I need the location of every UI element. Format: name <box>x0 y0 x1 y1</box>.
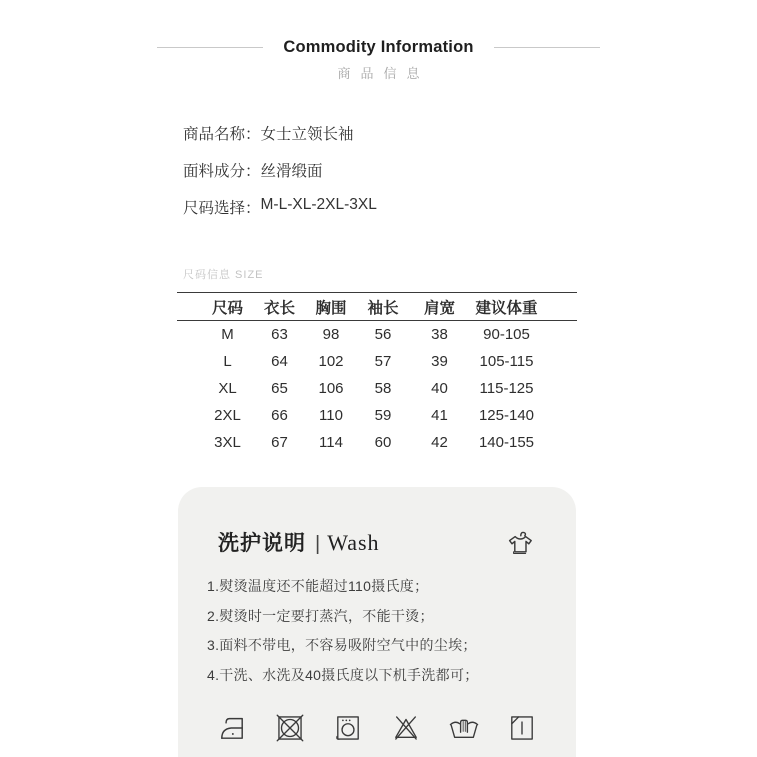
table-row <box>177 375 577 402</box>
col-header-length: 衣长 <box>263 299 295 317</box>
table-cell: 41 <box>431 407 448 424</box>
col-header-sleeve: 袖长 <box>367 299 399 317</box>
fabric-value: 丝滑缎面 <box>260 163 323 180</box>
sizes-label: 尺码选择： <box>183 200 261 217</box>
table-cell: 38 <box>431 326 448 343</box>
product-row-sizes <box>183 196 377 233</box>
table-cell: 110 <box>319 407 343 424</box>
sizes-value: M-L-XL-2XL-3XL <box>260 196 377 213</box>
col-header-size: 尺码 <box>211 299 243 317</box>
wash-instruction-4: 4.干洗、水洗及40摄氏度以下机手洗都可； <box>207 666 479 683</box>
size-section-label: 尺码信息 SIZE <box>183 269 264 281</box>
table-cell: L <box>223 353 232 370</box>
wash-section-title <box>218 527 380 557</box>
table-cell: 40 <box>431 380 448 397</box>
tshirt-hanger-icon <box>504 527 536 559</box>
page-title-en: Commodity Information <box>283 38 474 56</box>
col-header-shoulder: 肩宽 <box>423 299 455 317</box>
table-cell: 102 <box>318 353 344 370</box>
table-cell: 115-125 <box>479 380 534 397</box>
table-cell: 98 <box>322 326 340 343</box>
wash-title-divider: | <box>315 533 321 555</box>
table-row <box>177 348 577 375</box>
table-cell: 106 <box>318 380 344 397</box>
wash-title-zh: 洗护说明 <box>218 532 306 555</box>
do-not-bleach-icon <box>389 711 423 745</box>
col-header-weight: 建议体重 <box>475 299 538 317</box>
drip-dry-icon <box>505 711 539 745</box>
table-cell: 140-155 <box>478 434 535 451</box>
wash-instructions <box>207 576 479 694</box>
size-table-header <box>177 292 577 321</box>
table-cell: 125-140 <box>478 407 535 424</box>
table-cell: 42 <box>431 434 448 451</box>
table-cell: M <box>221 326 234 343</box>
iron-icon <box>215 711 249 745</box>
table-cell: 56 <box>374 326 392 343</box>
table-row <box>177 429 577 456</box>
care-symbols-row <box>215 711 539 745</box>
table-cell: 63 <box>271 326 288 343</box>
do-not-tumble-dry-icon <box>273 711 307 745</box>
wash-instruction-2: 2.熨烫时一定要打蒸汽，不能干烫； <box>207 607 434 624</box>
product-row-name <box>183 122 377 159</box>
product-attributes <box>183 122 377 233</box>
table-cell: 65 <box>271 380 288 397</box>
table-row <box>177 402 577 429</box>
size-table <box>177 292 577 456</box>
product-row-fabric <box>183 159 377 196</box>
page-header <box>0 38 757 57</box>
hand-wash-icon <box>447 711 481 745</box>
table-row <box>177 321 577 348</box>
header-rule-left <box>157 47 263 48</box>
table-cell: 66 <box>271 407 288 424</box>
table-cell: 64 <box>271 353 288 370</box>
header-rule-right <box>494 47 600 48</box>
col-header-bust: 胸围 <box>315 299 347 317</box>
table-cell: 59 <box>374 407 392 424</box>
table-cell: 105-115 <box>479 353 534 370</box>
product-name-value: 女士立领长袖 <box>260 126 354 143</box>
table-cell: 114 <box>319 434 343 451</box>
table-cell: 60 <box>374 434 392 451</box>
wash-instruction-3: 3.面料不带电，不容易吸附空气中的尘埃； <box>207 637 477 653</box>
wash-instruction-1: 1.熨烫温度还不能超过110摄氏度； <box>207 578 429 594</box>
table-cell: 90-105 <box>483 326 530 343</box>
machine-wash-icon <box>331 711 365 745</box>
table-cell: 39 <box>431 353 448 370</box>
page-title-zh: 商品信息 <box>337 66 430 81</box>
table-cell: 58 <box>374 380 392 397</box>
wash-title-en: Wash <box>327 530 380 555</box>
wash-care-card <box>178 487 576 757</box>
product-name-label: 商品名称： <box>183 126 261 143</box>
table-cell: XL <box>218 380 237 397</box>
fabric-label: 面料成分： <box>183 163 261 180</box>
table-cell: 3XL <box>214 434 241 451</box>
table-cell: 67 <box>271 434 288 451</box>
table-cell: 57 <box>374 353 392 370</box>
table-cell: 2XL <box>214 407 241 424</box>
